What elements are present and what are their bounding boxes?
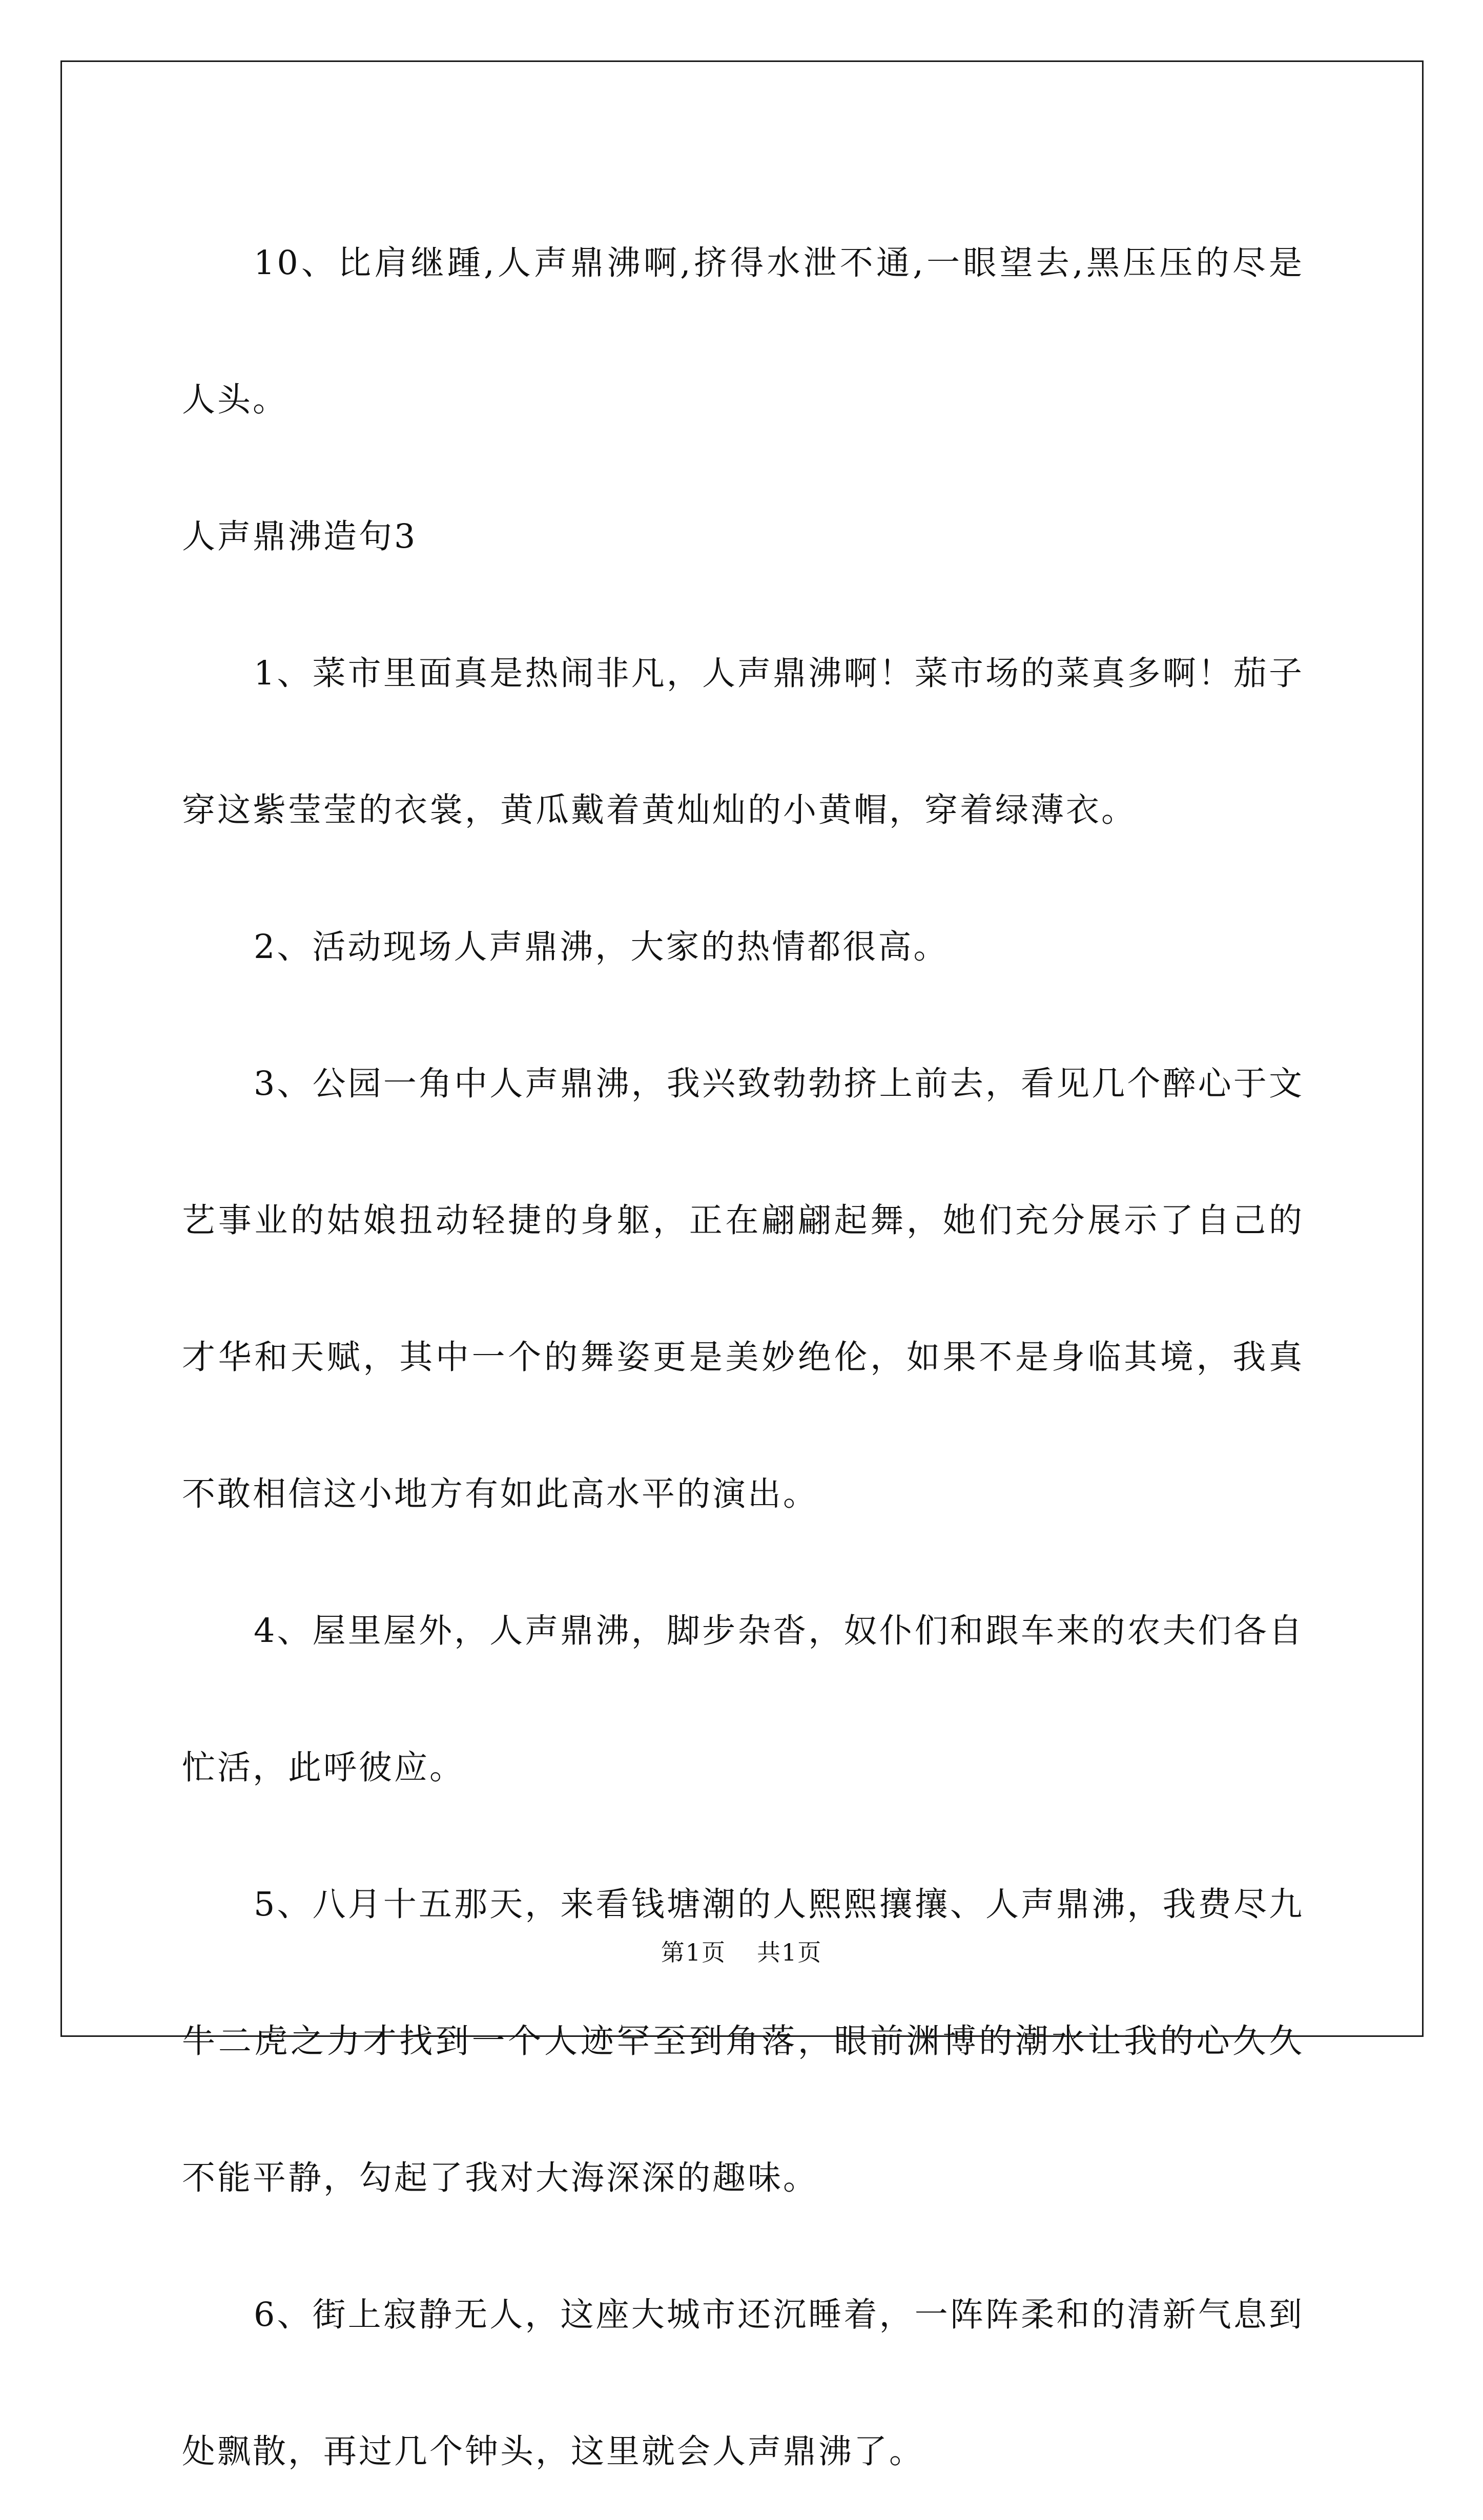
section-heading: 人声鼎沸造句3	[182, 517, 418, 556]
paragraph-3: 3、公园一角中人声鼎沸，我兴致勃勃挤上前去，看见几个醉心于文艺事业的姑娘扭动轻捷的身躯，正在翩翩起舞，她们充分展示了自己的才华和天赋，其中一个的舞姿更是美妙绝伦，如果不是身临其境，我真不敢相信这小地方有如此高水平的演出。	[182, 1065, 1304, 1513]
page-footer	[0, 1934, 1483, 1968]
paragraph-4: 4、屋里屋外，人声鼎沸，脚步杂沓，奴仆们和跟车来的农夫们各自忙活，此呼彼应。	[182, 1612, 1304, 1787]
document-body	[182, 195, 1304, 2520]
paragraph-5: 5、八月十五那天，来看钱塘潮的人熙熙攘攘、人声鼎沸，我费尽九牛二虎之力才找到一个人迹罕至到角落，眼前渊博的潮水让我的心久久不能平静，勾起了我对大海深深的趣味。	[182, 1885, 1304, 2197]
paragraph-2: 2、活动现场人声鼎沸，大家的热情都很高。	[254, 928, 949, 966]
page-number: 第1页	[661, 1939, 726, 1966]
paragraph-10: 10、比肩继踵,人声鼎沸啊,挤得水泄不通,一眼望去,黑压压的尽是人头。	[182, 244, 1304, 419]
paragraph-6: 6、街上寂静无人，这座大城市还沉睡着，一阵阵柔和的清新气息到处飘散，再过几个钟头，这里就会人声鼎沸了。	[182, 2296, 1304, 2471]
paragraph-1: 1、菜市里面真是热闹非凡，人声鼎沸啊！菜市场的菜真多啊！茄子穿这紫莹莹的衣裳，黄瓜戴着黄灿灿的小黄帽，穿着绿薄衣。	[182, 654, 1304, 829]
page-total: 共1页	[757, 1939, 822, 1966]
